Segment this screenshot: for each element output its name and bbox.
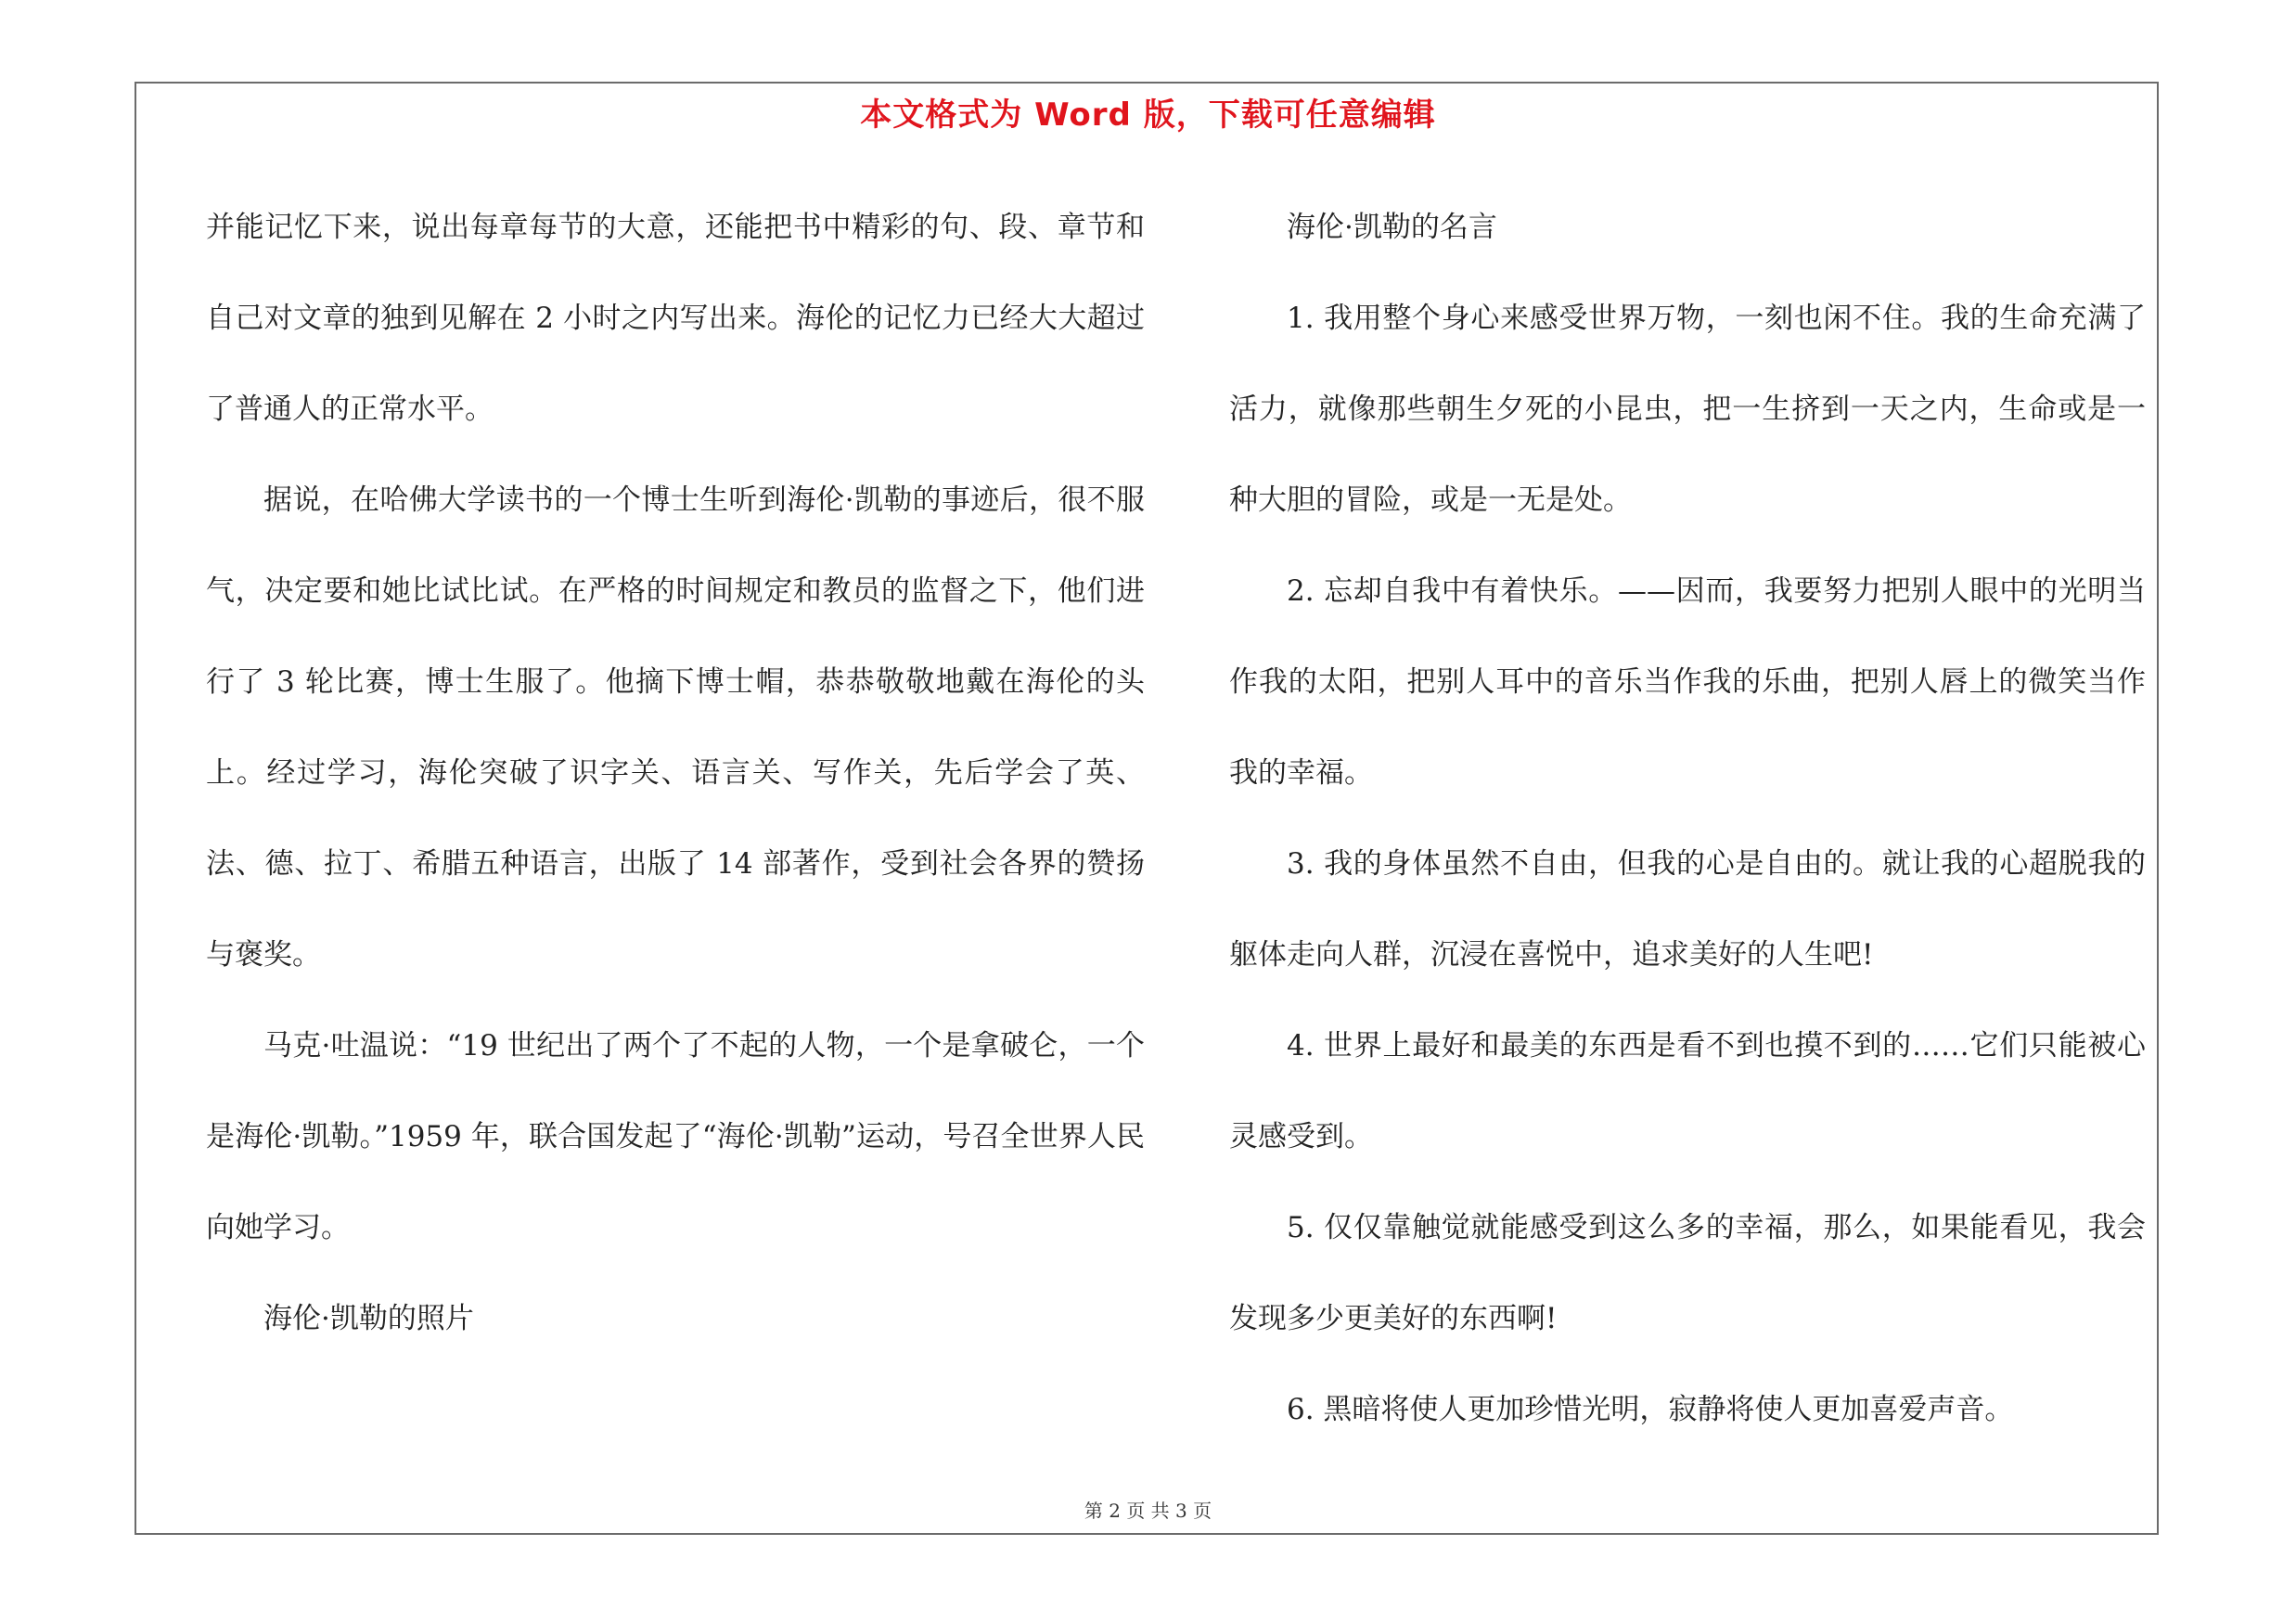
left-column [206, 182, 1145, 1364]
paragraph: 海伦·凯勒的照片 [263, 1302, 474, 1335]
paragraph: 马克·吐温说：“19 世纪出了两个了不起的人物，一个是拿破仑，一个是海伦·凯勒。”1959 年，联合国发起了“海伦·凯勒”运动，号召全世界人民向她学习。 [206, 1029, 1145, 1244]
paragraph: 3. 我的身体虽然不自由，但我的心是自由的。就让我的心超脱我的躯体走向人群，沉浸在喜悦中，追求美好的人生吧! [1229, 847, 2146, 972]
paragraph: 1. 我用整个身心来感受世界万物，一刻也闲不住。我的生命充满了活力，就像那些朝生夕死的小昆虫，把一生挤到一天之内，生命或是一种大胆的冒险，或是一无是处。 [1229, 302, 2146, 517]
page-footer: 第 2 页 共 3 页 [1084, 1500, 1212, 1522]
paragraph: 据说，在哈佛大学读书的一个博士生听到海伦·凯勒的事迹后，很不服气，决定要和她比试比试。在严格的时间规定和教员的监督之下，他们进行了 3 轮比赛，博士生服了。他摘下博士帽，恭恭敬敬地戴在海伦的头上。经过学习，海伦突破了识字关、语言关、写作关，先后学会了英、法、德、拉丁、希腊五种语言，出版了 14 部著作，受到社会各界的赞扬与褒奖。 [206, 483, 1145, 972]
paragraph: 2. 忘却自我中有着快乐。——因而，我要努力把别人眼中的光明当作我的太阳，把别人耳中的音乐当作我的乐曲，把别人唇上的微笑当作我的幸福。 [1229, 574, 2146, 790]
paragraph: 4. 世界上最好和最美的东西是看不到也摸不到的……它们只能被心灵感受到。 [1229, 1029, 2146, 1153]
paragraph: 6. 黑暗将使人更加珍惜光明，寂静将使人更加喜爱声音。 [1287, 1393, 2014, 1426]
paragraph: 海伦·凯勒的名言 [1287, 211, 1497, 244]
right-column [1229, 182, 2146, 1455]
paragraph: 并能记忆下来，说出每章每节的大意，还能把书中精彩的句、段、章节和自己对文章的独到见解在 2 小时之内写出来。海伦的记忆力已经大大超过了普通人的正常水平。 [206, 211, 1145, 426]
paragraph: 5. 仅仅靠触觉就能感受到这么多的幸福，那么，如果能看见，我会发现多少更美好的东西啊! [1229, 1211, 2146, 1335]
page-banner: 本文格式为 Word 版，下载可任意编辑 [860, 97, 1436, 134]
